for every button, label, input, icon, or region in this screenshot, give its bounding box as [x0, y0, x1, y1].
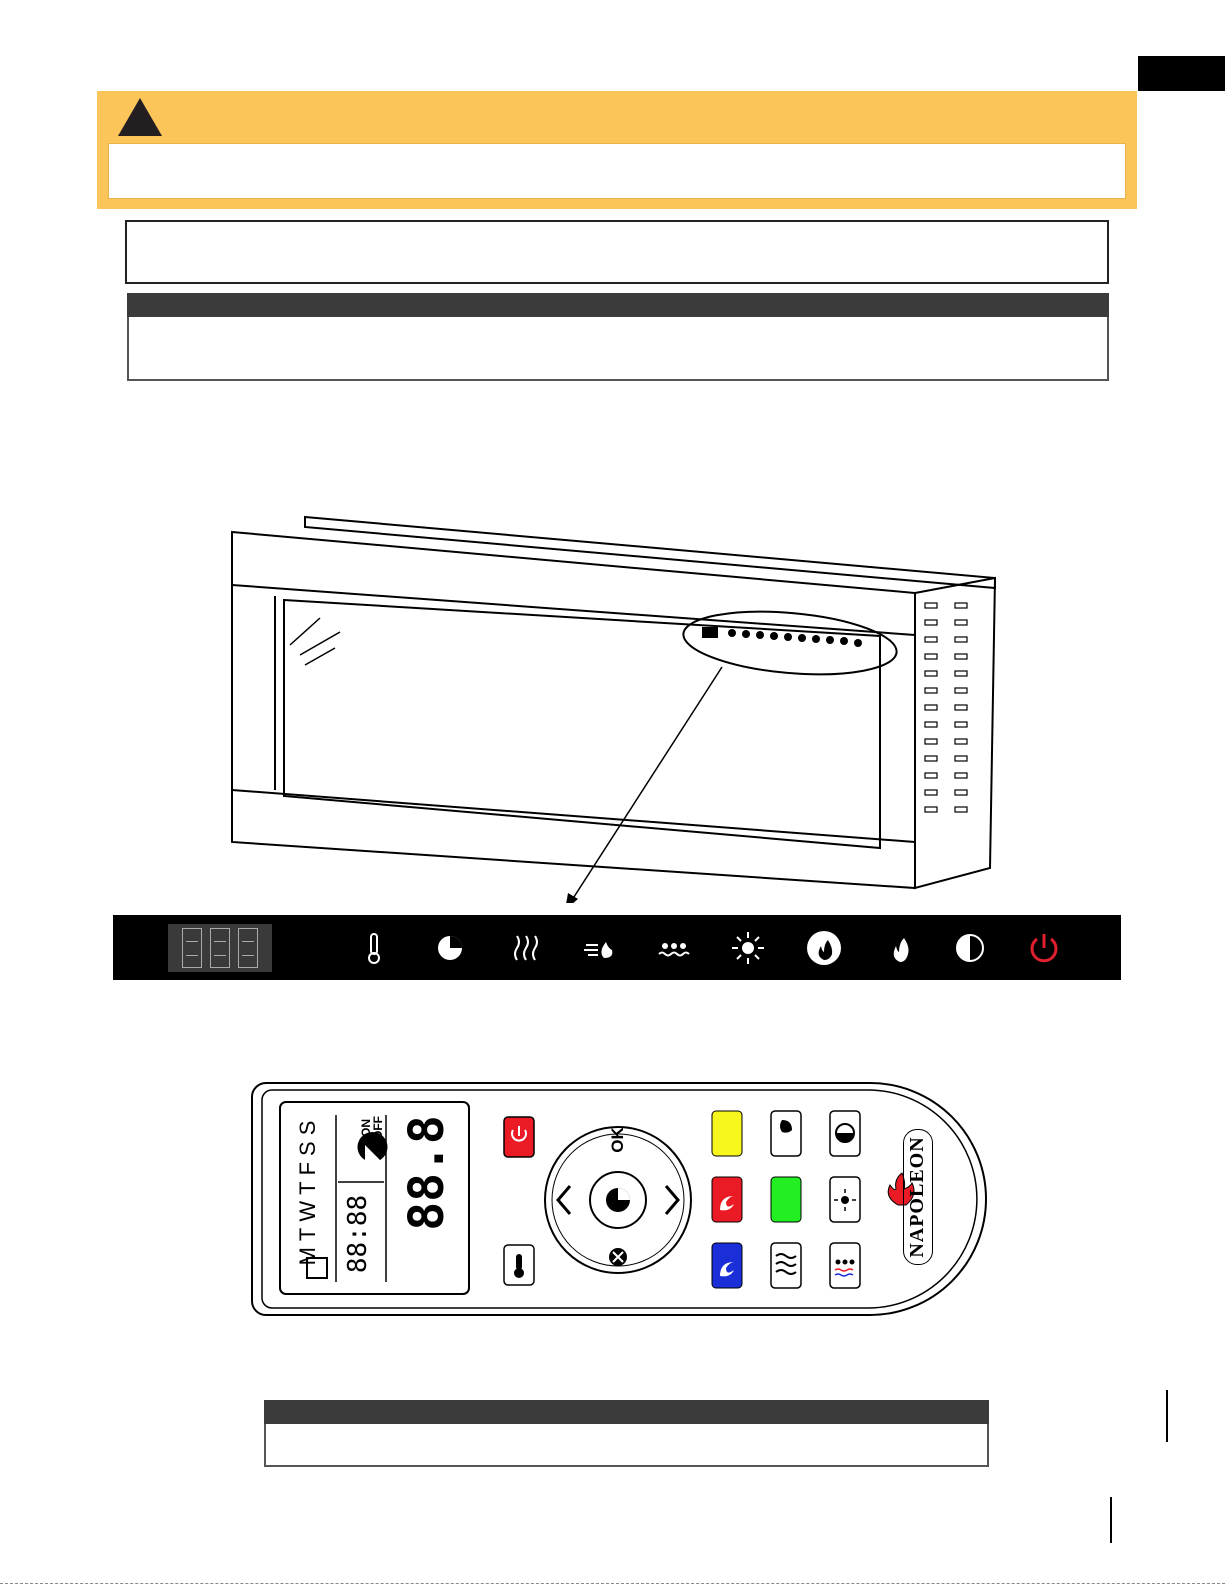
led-digit	[182, 928, 202, 968]
note-box	[125, 220, 1109, 284]
led-digit	[210, 928, 230, 968]
lcd-day-w: W	[295, 1194, 320, 1222]
flame-color-icon[interactable]	[806, 930, 842, 966]
remote-lcd-days	[290, 1100, 330, 1280]
led-display	[168, 924, 272, 972]
lcd-day-s: S	[295, 1135, 320, 1156]
remote-lcd-temp	[392, 1108, 462, 1238]
lcd-off-label: OFF	[371, 1116, 385, 1140]
flame-icon[interactable]	[882, 930, 918, 966]
warning-text-area	[108, 143, 1126, 199]
flame-speed-icon[interactable]	[582, 930, 618, 966]
footer-line	[0, 1583, 1225, 1584]
side-rule	[1166, 1390, 1168, 1442]
fireplace-illustration	[220, 508, 1010, 903]
warning-triangle-icon	[118, 98, 162, 136]
page-tab	[1138, 56, 1225, 91]
bottom-note-header	[264, 1400, 989, 1424]
caution-header	[127, 293, 1109, 317]
dimmer-icon[interactable]	[952, 930, 988, 966]
brightness-icon[interactable]	[730, 930, 766, 966]
remote-lcd-time	[340, 1186, 382, 1282]
lcd-temp: 88.8	[399, 1115, 455, 1231]
lcd-day-m: M	[295, 1241, 320, 1266]
remote-ok-button[interactable]	[605, 1126, 631, 1156]
ember-bed-icon[interactable]	[656, 930, 692, 966]
side-rule	[1110, 1497, 1112, 1543]
lcd-day-f: F	[295, 1155, 320, 1176]
ok-label: OK	[608, 1127, 627, 1153]
led-digit	[238, 928, 258, 968]
lcd-on-label: ON	[359, 1119, 373, 1137]
napoleon-logo	[898, 1130, 938, 1265]
lcd-day-s: S	[295, 1114, 320, 1136]
timer-icon[interactable]	[432, 930, 468, 966]
heat-icon[interactable]	[508, 930, 544, 966]
lcd-day-t: T	[295, 1221, 320, 1242]
brand-name: NAPOLEON	[903, 1129, 933, 1265]
remote-lcd-onoff	[356, 1108, 386, 1148]
thermometer-icon[interactable]	[356, 930, 392, 966]
lcd-day-t: T	[295, 1175, 320, 1195]
lcd-time: 88:88	[343, 1194, 373, 1274]
power-icon[interactable]	[1026, 930, 1062, 966]
